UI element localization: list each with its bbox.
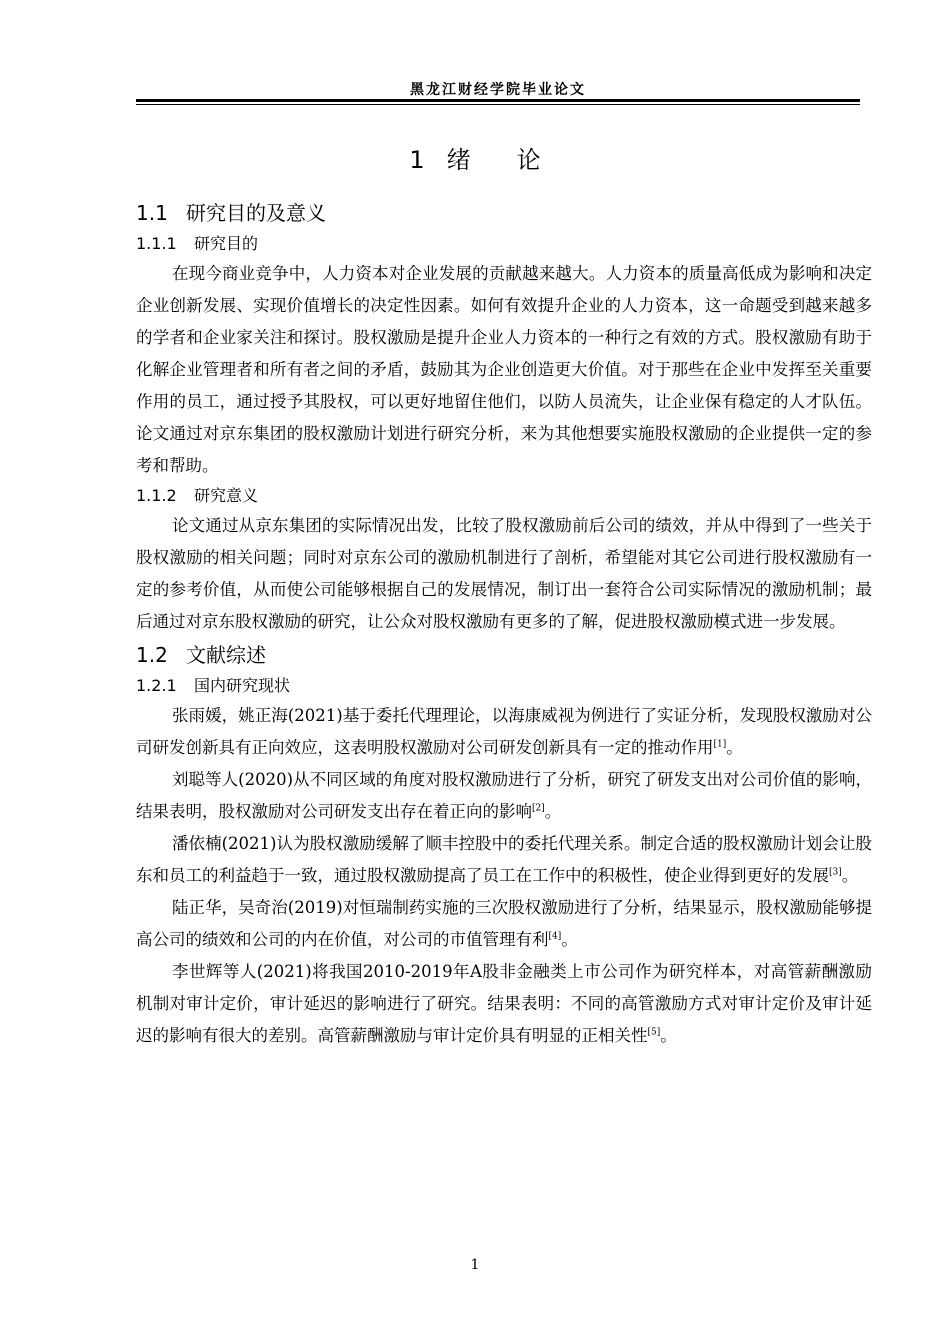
paragraph-literature-1 xyxy=(136,700,872,764)
section-number: 1.2 xyxy=(136,643,168,667)
running-header: 黑龙江财经学院毕业论文 xyxy=(410,82,586,98)
subsection-number: 1.1.2 xyxy=(136,486,177,505)
period: 。 xyxy=(561,930,578,949)
section-heading-1-2 xyxy=(136,638,872,672)
paragraph-literature-2 xyxy=(136,764,872,828)
section-title: 文献综述 xyxy=(186,643,266,667)
subsection-title: 国内研究现状 xyxy=(194,676,291,695)
paragraph-research-significance: 论文通过从京东集团的实际情况出发，比较了股权激励前后公司的绩效，并从中得到了一些关于股权激励的相关问题；同时对京东公司的激励机制进行了剖析，希望能对其它公司进行股权激励有一定的参考价值，从而使公司能够根据自己的发展情况，制订出一套符合公司实际情况的激励机制；最后通过对京东股权激励的研究，让公众对股权激励有更多的了解，促进股权激励模式进一步发展。 xyxy=(136,516,872,631)
citation-marker: [3] xyxy=(829,867,842,878)
subsection-heading-1-2-1 xyxy=(136,672,872,700)
header-rule-thick xyxy=(136,99,860,102)
section-number: 1.1 xyxy=(136,201,168,225)
chapter-title xyxy=(0,140,950,175)
subsection-heading-1-1-1 xyxy=(136,230,872,258)
paragraph-literature-3 xyxy=(136,828,872,892)
citation-marker: [1] xyxy=(713,739,727,750)
period: 。 xyxy=(544,802,562,821)
subsection-heading-1-1-2 xyxy=(136,482,872,510)
chapter-word-1: 绪 xyxy=(446,146,471,174)
header-rule-thin xyxy=(136,104,860,105)
period: 。 xyxy=(726,738,743,757)
section-heading-1-1 xyxy=(136,196,872,230)
paragraph-text: 张雨媛，姚正海(2021)基于委托代理理论，以海康威视为例进行了实证分析，发现股权激励对公司研发创新具有正向效应，这表明股权激励对公司研发创新具有一定的推动作用 xyxy=(136,706,872,757)
section-title: 研究目的及意义 xyxy=(186,201,326,225)
paragraph-literature-5 xyxy=(136,956,872,1052)
paragraph-literature-4 xyxy=(136,892,872,956)
paragraph-text: 刘聪等人(2020)从不同区域的角度对股权激励进行了分析，研究了研发支出对公司价值的影响，结果表明，股权激励对公司研发支出存在着正向的影响 xyxy=(136,770,872,821)
citation-marker: [5] xyxy=(647,1027,661,1038)
subsection-title: 研究意义 xyxy=(194,486,259,505)
chapter-word-2: 论 xyxy=(516,146,541,174)
citation-marker: [4] xyxy=(548,931,562,942)
subsection-number: 1.1.1 xyxy=(136,234,177,253)
subsection-number: 1.2.1 xyxy=(136,676,177,695)
paragraph-text: 陆正华，吴奇治(2019)对恒瑞制药实施的三次股权激励进行了分析，结果显示，股权激励能够提高公司的绩效和公司的内在价值，对公司的市值管理有利 xyxy=(136,898,872,949)
citation-marker: [2] xyxy=(532,803,545,814)
subsection-title: 研究目的 xyxy=(194,234,259,253)
paragraph-research-purpose: 在现今商业竞争中，人力资本对企业发展的贡献越来越大。人力资本的质量高低成为影响和决定企业创新发展、实现价值增长的决定性因素。如何有效提升企业的人力资本，这一命题受到越来越多的学者和企业家关注和探讨。股权激励是提升企业人力资本的一种行之有效的方式。股权激励有助于化解企业管理者和所有者之间的矛盾，鼓励其为企业创造更大价值。对于那些在企业中发挥至关重要作用的员工，通过授予其股权，可以更好地留住他们，以防人员流失，让企业保有稳定的人才队伍。论文通过对京东集团的股权激励计划进行研究分析，来为其他想要实施股权激励的企业提供一定的参考和帮助。 xyxy=(136,264,872,475)
page-number: 1 xyxy=(470,1257,480,1273)
period: 。 xyxy=(841,866,859,885)
period: 。 xyxy=(660,1026,677,1045)
chapter-number: 1 xyxy=(409,146,425,174)
paragraph-text: 潘依楠(2021)认为股权激励缓解了顺丰控股中的委托代理关系。制定合适的股权激励计划会让股东和员工的利益趋于一致，通过股权激励提高了员工在工作中的积极性，使企业得到更好的发展 xyxy=(136,834,872,885)
body-content xyxy=(136,196,872,1052)
paragraph-text: 李世辉等人(2021)将我国2010-2019年A股非金融类上市公司作为研究样本，对高管薪酬激励机制对审计定价，审计延迟的影响进行了研究。结果表明：不同的高管激励方式对审计定价及审计延迟的影响有很大的差别。高管薪酬激励与审计定价具有明显的正相关性 xyxy=(136,962,872,1045)
